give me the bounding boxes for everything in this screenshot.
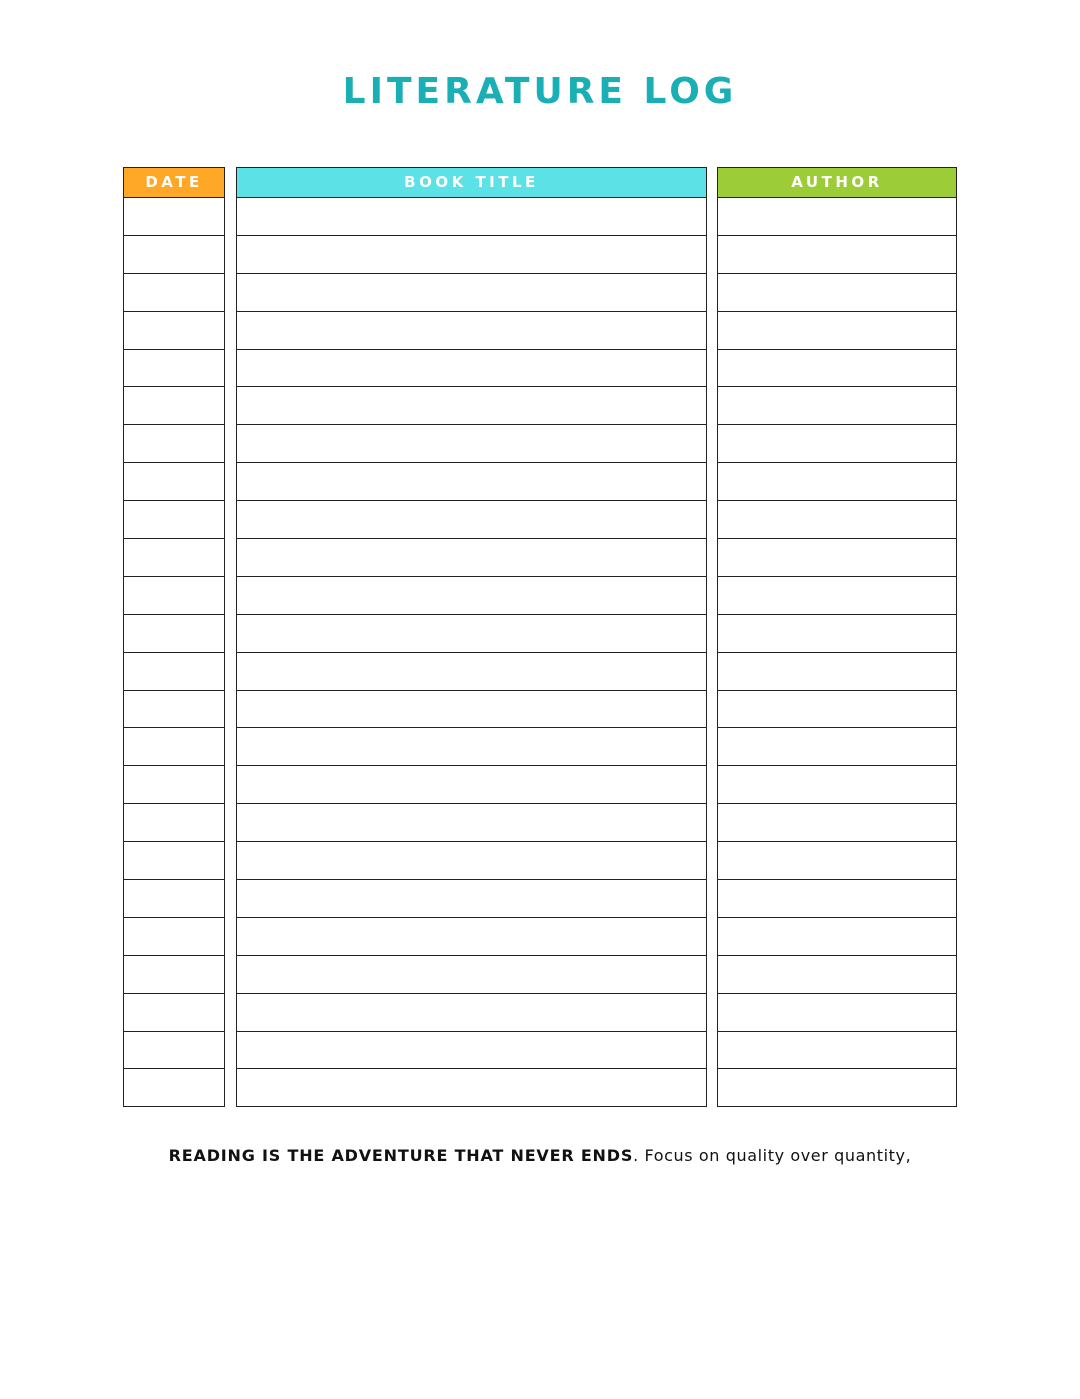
author-cell[interactable] — [718, 274, 956, 312]
author-cell[interactable] — [718, 615, 956, 653]
book-title-column — [236, 167, 707, 1107]
date-cell[interactable] — [124, 880, 224, 918]
date-cell[interactable] — [124, 463, 224, 501]
book-title-cell[interactable] — [237, 956, 706, 994]
date-cells — [123, 198, 225, 1107]
date-cell[interactable] — [124, 425, 224, 463]
author-cell[interactable] — [718, 1032, 956, 1070]
author-cell[interactable] — [718, 577, 956, 615]
date-cell[interactable] — [124, 387, 224, 425]
author-cell[interactable] — [718, 425, 956, 463]
book-title-cell[interactable] — [237, 1032, 706, 1070]
book-title-cell[interactable] — [237, 728, 706, 766]
book-title-cell[interactable] — [237, 501, 706, 539]
book-title-cell[interactable] — [237, 842, 706, 880]
date-cell[interactable] — [124, 956, 224, 994]
book-title-cell[interactable] — [237, 312, 706, 350]
date-cell[interactable] — [124, 615, 224, 653]
author-cell[interactable] — [718, 1069, 956, 1107]
date-column — [123, 167, 225, 1107]
author-cell[interactable] — [718, 880, 956, 918]
quote-bold: READING IS THE ADVENTURE THAT NEVER ENDS — [168, 1146, 634, 1165]
author-cell[interactable] — [718, 728, 956, 766]
author-header: AUTHOR — [717, 167, 957, 198]
book-title-cell[interactable] — [237, 463, 706, 501]
date-cell[interactable] — [124, 842, 224, 880]
book-title-cells — [236, 198, 707, 1107]
author-cell[interactable] — [718, 236, 956, 274]
book-title-cell[interactable] — [237, 804, 706, 842]
date-cell[interactable] — [124, 236, 224, 274]
author-cell[interactable] — [718, 312, 956, 350]
date-cell[interactable] — [124, 350, 224, 388]
book-title-cell[interactable] — [237, 653, 706, 691]
author-cell[interactable] — [718, 994, 956, 1032]
book-title-cell[interactable] — [237, 350, 706, 388]
date-cell[interactable] — [124, 274, 224, 312]
author-cell[interactable] — [718, 539, 956, 577]
footer-quote — [0, 1144, 1080, 1168]
book-title-cell[interactable] — [237, 994, 706, 1032]
book-title-cell[interactable] — [237, 387, 706, 425]
date-cell[interactable] — [124, 653, 224, 691]
date-cell[interactable] — [124, 312, 224, 350]
book-title-cell[interactable] — [237, 880, 706, 918]
date-cell[interactable] — [124, 198, 224, 236]
date-cell[interactable] — [124, 577, 224, 615]
date-cell[interactable] — [124, 501, 224, 539]
date-cell[interactable] — [124, 766, 224, 804]
author-cell[interactable] — [718, 387, 956, 425]
author-cell[interactable] — [718, 501, 956, 539]
book-title-cell[interactable] — [237, 1069, 706, 1107]
book-title-cell[interactable] — [237, 918, 706, 956]
author-cells — [717, 198, 957, 1107]
book-title-cell[interactable] — [237, 236, 706, 274]
author-cell[interactable] — [718, 956, 956, 994]
book-title-cell[interactable] — [237, 198, 706, 236]
author-cell[interactable] — [718, 804, 956, 842]
book-title-cell[interactable] — [237, 691, 706, 729]
book-title-cell[interactable] — [237, 539, 706, 577]
book-title-header: BOOK TITLE — [236, 167, 707, 198]
date-cell[interactable] — [124, 918, 224, 956]
date-header: DATE — [123, 167, 225, 198]
book-title-cell[interactable] — [237, 425, 706, 463]
author-column — [717, 167, 957, 1107]
book-title-cell[interactable] — [237, 274, 706, 312]
date-cell[interactable] — [124, 994, 224, 1032]
author-cell[interactable] — [718, 463, 956, 501]
book-title-cell[interactable] — [237, 577, 706, 615]
date-cell[interactable] — [124, 804, 224, 842]
author-cell[interactable] — [718, 842, 956, 880]
book-title-cell[interactable] — [237, 766, 706, 804]
author-cell[interactable] — [718, 766, 956, 804]
author-cell[interactable] — [718, 918, 956, 956]
author-cell[interactable] — [718, 691, 956, 729]
date-cell[interactable] — [124, 691, 224, 729]
date-cell[interactable] — [124, 728, 224, 766]
date-cell[interactable] — [124, 539, 224, 577]
author-cell[interactable] — [718, 350, 956, 388]
quote-rest: . Focus on quality over quantity, — [633, 1146, 912, 1165]
date-cell[interactable] — [124, 1069, 224, 1107]
book-title-cell[interactable] — [237, 615, 706, 653]
author-cell[interactable] — [718, 198, 956, 236]
author-cell[interactable] — [718, 653, 956, 691]
page-title: LITERATURE LOG — [342, 71, 738, 112]
date-cell[interactable] — [124, 1032, 224, 1070]
